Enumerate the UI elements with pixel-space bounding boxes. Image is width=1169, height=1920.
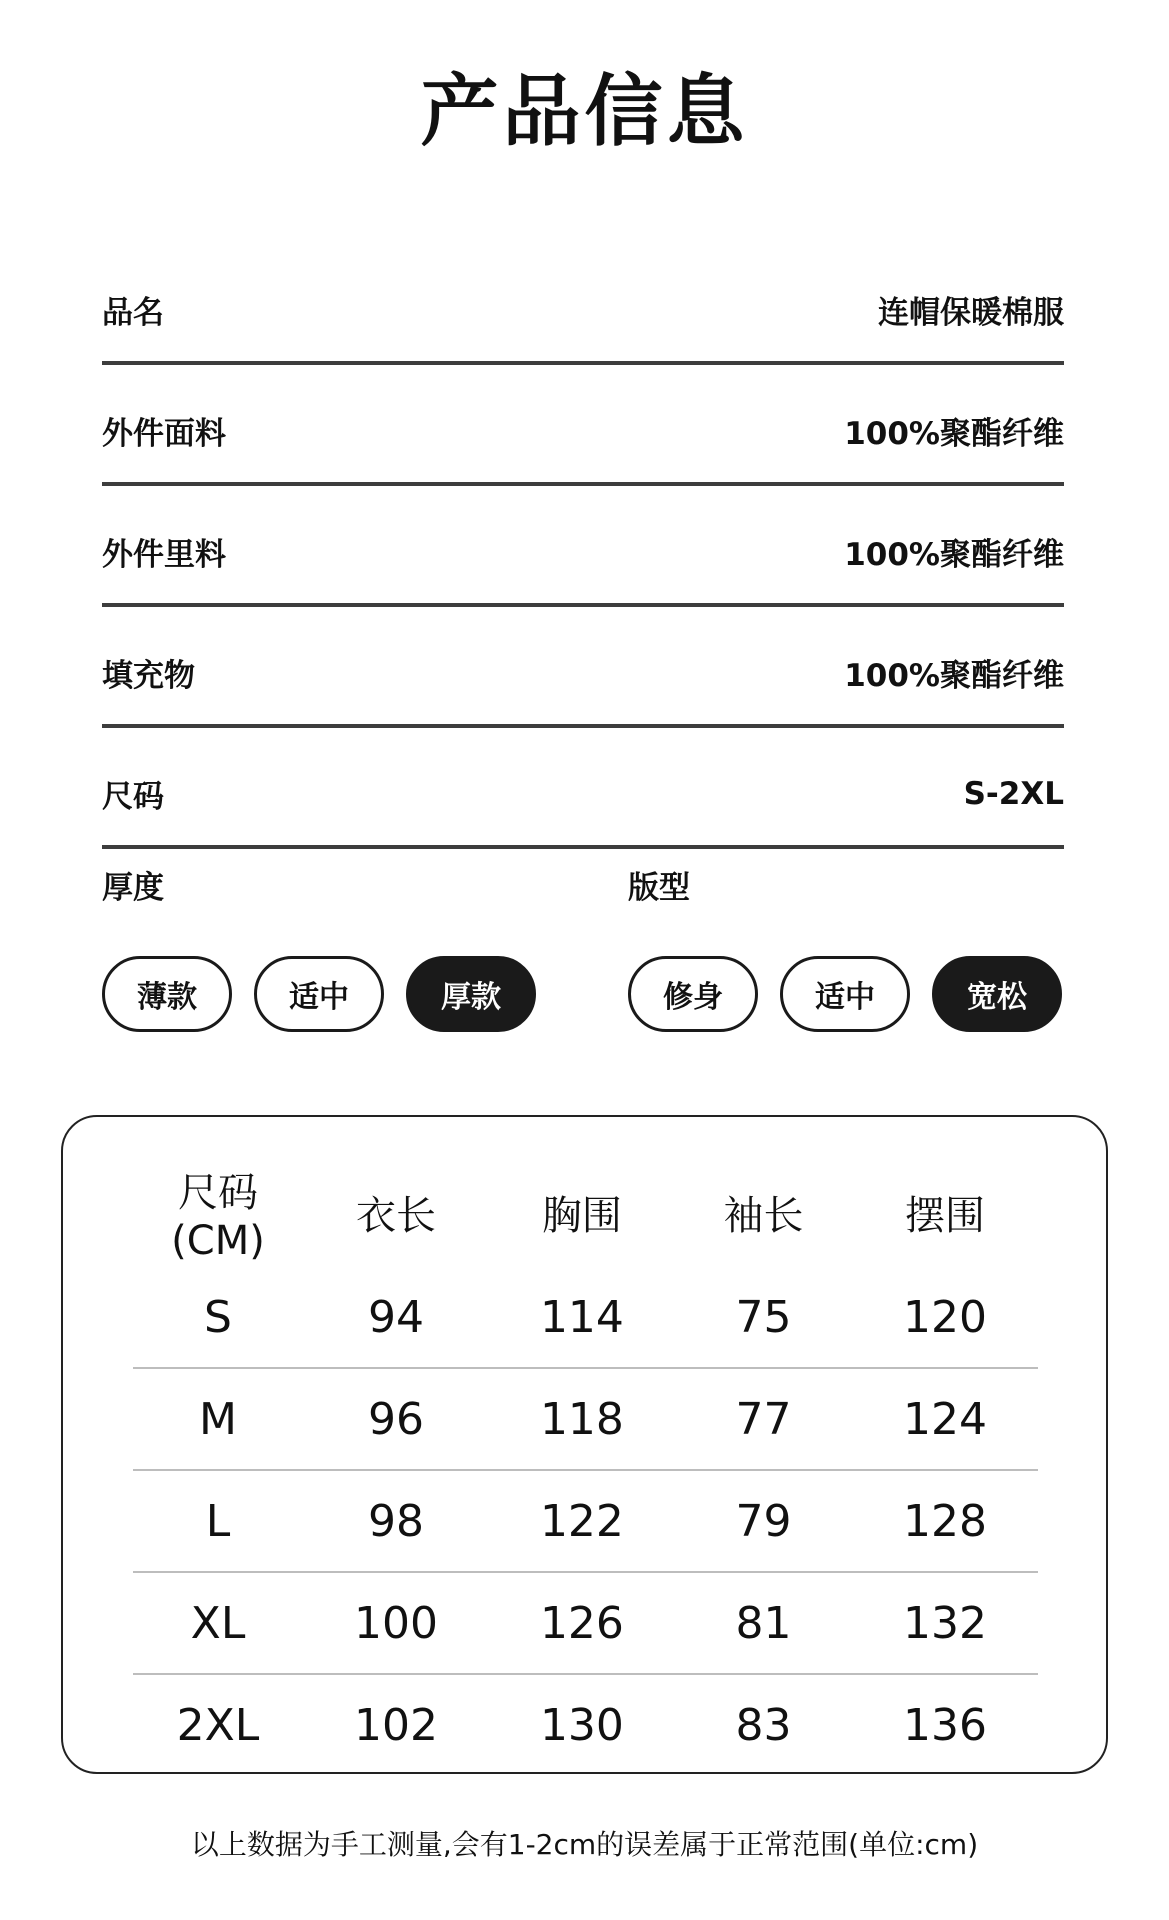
table-row	[133, 1267, 1038, 1368]
cell-hem: 128	[852, 1470, 1038, 1572]
info-row-name	[102, 248, 1064, 365]
info-row-filling	[102, 611, 1064, 728]
fit-option-regular[interactable]: 适中	[780, 956, 910, 1032]
table-row	[133, 1572, 1038, 1674]
size-table	[133, 1157, 1038, 1775]
cell-sleeve: 75	[735, 1291, 792, 1343]
measurement-footnote: 以上数据为手工测量,会有1-2cm的误差属于正常范围(单位:cm)	[190, 1828, 979, 1861]
info-label: 外件里料	[102, 537, 226, 573]
page-title: 产品信息	[420, 67, 749, 157]
cell-size: XL	[133, 1572, 303, 1674]
header-size: 尺码 (CM)	[171, 1169, 265, 1264]
table-row	[133, 1368, 1038, 1470]
cell-size: S	[204, 1291, 232, 1343]
info-value: S-2XL	[963, 775, 1064, 812]
cell-size: 2XL	[133, 1674, 303, 1775]
info-value: 100%聚酯纤维	[844, 658, 1064, 694]
table-row	[133, 1674, 1038, 1775]
cell-chest: 130	[489, 1674, 675, 1775]
cell-size: L	[133, 1470, 303, 1572]
thickness-option-thin[interactable]: 薄款	[102, 956, 232, 1032]
cell-sleeve: 79	[675, 1470, 852, 1572]
cell-sleeve: 77	[675, 1368, 852, 1470]
fit-option-loose[interactable]: 宽松	[932, 956, 1062, 1032]
thickness-options	[102, 956, 536, 1032]
header-length: 衣长	[355, 1192, 436, 1239]
info-value: 连帽保暖棉服	[878, 295, 1064, 331]
info-label: 品名	[102, 295, 164, 331]
cell-chest: 118	[489, 1368, 675, 1470]
thickness-option-thick[interactable]: 厚款	[406, 956, 536, 1032]
cell-length: 102	[303, 1674, 489, 1775]
info-row-size-range	[102, 732, 1064, 849]
info-label: 填充物	[102, 658, 195, 694]
cell-chest: 126	[489, 1572, 675, 1674]
info-row-outer-fabric	[102, 369, 1064, 486]
fit-options	[628, 956, 1062, 1032]
header-hem: 摆围	[905, 1192, 986, 1239]
cell-sleeve: 81	[675, 1572, 852, 1674]
cell-length: 94	[367, 1291, 424, 1343]
cell-chest: 122	[489, 1470, 675, 1572]
table-row	[133, 1470, 1038, 1572]
fit-group	[628, 868, 1062, 1032]
fit-option-slim[interactable]: 修身	[628, 956, 758, 1032]
info-row-lining	[102, 490, 1064, 607]
thickness-title: 厚度	[102, 870, 164, 906]
header-sleeve: 袖长	[723, 1192, 804, 1239]
size-chart-card	[61, 1115, 1108, 1774]
info-value: 100%聚酯纤维	[844, 416, 1064, 452]
fit-title: 版型	[628, 870, 690, 906]
info-label: 外件面料	[102, 416, 226, 452]
cell-sleeve: 83	[675, 1674, 852, 1775]
thickness-option-medium[interactable]: 适中	[254, 956, 384, 1032]
cell-hem: 120	[903, 1291, 987, 1343]
cell-length: 100	[303, 1572, 489, 1674]
cell-hem: 124	[852, 1368, 1038, 1470]
cell-hem: 132	[852, 1572, 1038, 1674]
product-info-list	[102, 248, 1064, 853]
cell-length: 96	[303, 1368, 489, 1470]
cell-chest: 114	[539, 1291, 624, 1343]
thickness-group	[102, 868, 536, 1032]
cell-size: M	[133, 1368, 303, 1470]
cell-length: 98	[303, 1470, 489, 1572]
header-chest: 胸围	[541, 1192, 622, 1239]
info-label: 尺码	[102, 779, 164, 815]
info-value: 100%聚酯纤维	[844, 537, 1064, 573]
size-table-header	[133, 1157, 1038, 1267]
cell-hem: 136	[852, 1674, 1038, 1775]
